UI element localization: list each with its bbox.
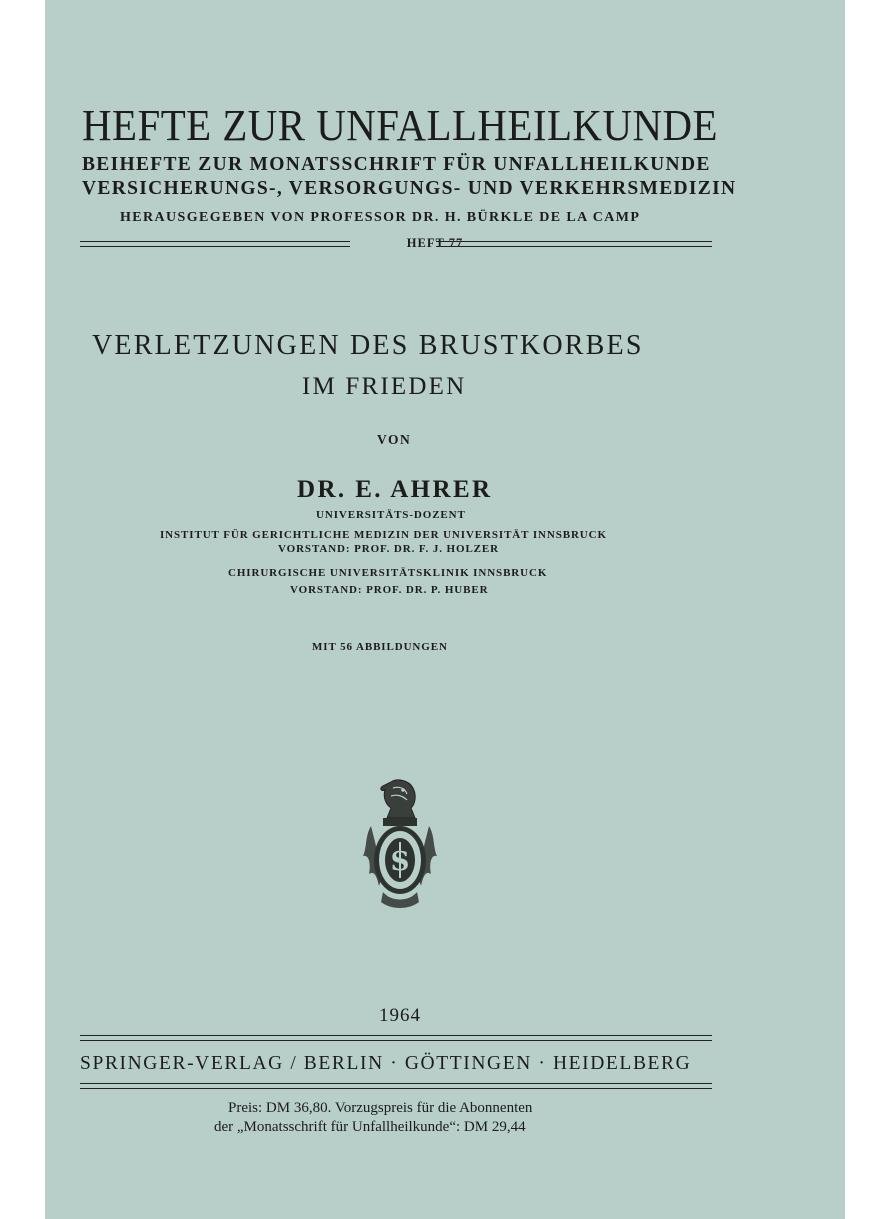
author-position: UNIVERSITÄTS-DOZENT [316, 509, 466, 521]
affiliation-clinic-head: VORSTAND: PROF. DR. P. HUBER [290, 584, 489, 596]
series-subtitle-line2: VERSICHERUNGS-, VERSORGUNGS- UND VERKEHRSMEDIZIN [82, 178, 737, 199]
series-title: HEFTE ZUR UNFALLHEILKUNDE [82, 101, 718, 150]
price-line2: der „Monatsschrift für Unfallheilkunde“: DM 29,44 [214, 1119, 526, 1135]
series-subtitle-line1: BEIHEFTE ZUR MONATSSCHRIFT FÜR UNFALLHEILKUNDE [82, 154, 711, 175]
double-rule-left [80, 241, 350, 247]
double-rule-lower [80, 1083, 712, 1089]
affiliation-institute: INSTITUT FÜR GERICHTLICHE MEDIZIN DER UNIVERSITÄT INNSBRUCK [160, 529, 607, 541]
author-name: DR. E. AHRER [297, 476, 493, 503]
price-line1: Preis: DM 36,80. Vorzugspreis für die Abonnenten [228, 1100, 533, 1116]
double-rule-right [436, 241, 712, 247]
issue-label: HEFT 77 [406, 236, 464, 250]
publication-year: 1964 [379, 1005, 421, 1026]
publisher-line: SPRINGER-VERLAG / BERLIN · GÖTTINGEN · HEIDELBERG [80, 1053, 692, 1074]
issue-rule-row [80, 236, 712, 252]
illustrations-note: MIT 56 ABBILDUNGEN [312, 641, 448, 653]
svg-text:S: S [390, 847, 410, 877]
double-rule-upper [80, 1035, 712, 1041]
book-title-line2: IM FRIEDEN [302, 373, 467, 400]
book-title-line1: VERLETZUNGEN DES BRUSTKORBES [92, 330, 644, 361]
affiliation-institute-head: VORSTAND: PROF. DR. F. J. HOLZER [278, 543, 499, 555]
springer-knight-logo-icon [357, 778, 443, 916]
by-label: VON [377, 432, 412, 447]
editor-line: HERAUSGEGEBEN VON PROFESSOR DR. H. BÜRKLE DE LA CAMP [120, 210, 641, 225]
affiliation-clinic: CHIRURGISCHE UNIVERSITÄTSKLINIK INNSBRUCK [228, 567, 548, 579]
